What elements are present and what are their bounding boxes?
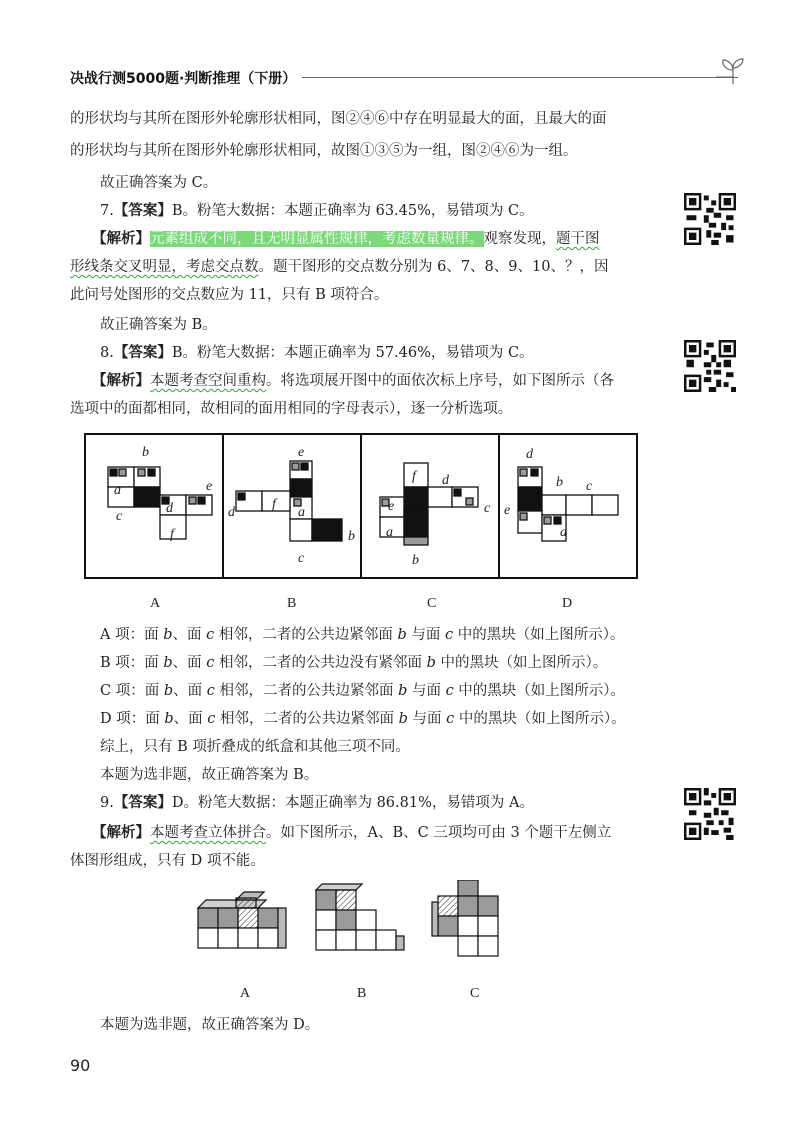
q8-summary: 综上，只有 B 项折叠成的纸盒和其他三项不同。 (100, 739, 410, 755)
q7-highlight: 元素组成不同，且无明显属性规律，考虑数量规律。 (150, 231, 484, 247)
stacked-blocks-figure (190, 880, 530, 970)
face-letter: e (504, 503, 511, 518)
q8-analysis-line-2: 选项中的面都相同，故相同的面用相同的字母表示），逐一分析选项。 (70, 401, 513, 417)
face-letter: a (386, 525, 393, 540)
q8-answer-text: B。粉笔大数据：本题正确率为 57.46%，易错项为 C。 (171, 345, 534, 361)
q8-wavy: 本题考查空间重构 (150, 373, 266, 389)
figure-label-b: B (287, 596, 297, 611)
q7-answer-line (100, 200, 534, 222)
q7-analysis-line-3: 此问号处图形的交点数应为 11，只有 B 项符合。 (70, 287, 389, 303)
intro-conclusion: 故正确答案为 C。 (100, 175, 218, 191)
blocks-drawing (190, 880, 530, 970)
q7-analysis-line-2 (70, 256, 608, 278)
option-b-line: B 项：面 b、面 c 相邻，二者的公共边没有紧邻面 b 中的黑块（如上图所示）。 (100, 655, 608, 671)
q7-analysis-line-1 (92, 228, 600, 250)
q7-conclusion: 故正确答案为 B。 (100, 317, 217, 333)
qr-code-icon[interactable] (684, 340, 736, 392)
face-letter: a (114, 483, 121, 498)
q9-wavy: 本题考查立体拼合 (150, 825, 266, 841)
sprout-icon (716, 56, 750, 86)
q8-analysis-line-1 (92, 370, 614, 392)
q7-answer-tag: 【答案】 (113, 202, 172, 219)
figure-label-c: C (427, 596, 437, 611)
q8-answer-line (100, 342, 534, 364)
q8-answer-tag: 【答案】 (113, 344, 172, 361)
q8-analysis-tag: 【解析】 (92, 372, 150, 389)
face-letter: c (116, 509, 123, 524)
face-letter: a (298, 505, 305, 520)
option-d-line: D 项：面 b、面 c 相邻，二者的公共边紧邻面 b 与面 c 中的黑块（如上图所示）。 (100, 711, 626, 727)
face-letter: d (442, 473, 449, 488)
q8-line1-rest: 。将选项展开图中的面依次标上序号，如下图所示（各 (266, 373, 614, 389)
blocks-label-a: A (240, 986, 251, 1001)
q8-note: 本题为选非题，故正确答案为 B。 (100, 767, 319, 783)
option-a-line: A 项：面 b、面 c 相邻，二者的公共边紧邻面 b 与面 c 中的黑块（如上图所示）。 (100, 627, 625, 643)
face-letter: b (348, 529, 355, 544)
blocks-label-c: C (470, 986, 480, 1001)
q9-number: 9. (100, 795, 114, 811)
face-letter: d (228, 505, 235, 520)
q7-number: 7. (100, 203, 114, 219)
q9-note: 本题为选非题，故正确答案为 D。 (100, 1017, 320, 1033)
face-letter: e (298, 445, 305, 460)
face-letter: e (206, 479, 213, 494)
header-rule (302, 77, 738, 78)
book-title: 决战行测5000题·判断推理（下册） (70, 71, 297, 87)
face-letter: f (170, 527, 174, 542)
face-letter: d (526, 447, 533, 462)
face-letter: c (484, 501, 491, 516)
q9-answer-tag: 【答案】 (113, 794, 172, 811)
page-number: 90 (70, 1056, 91, 1075)
face-letter: c (298, 551, 305, 566)
q9-answer-text: D。粉笔大数据：本题正确率为 86.81%，易错项为 A。 (171, 795, 534, 811)
q9-analysis-line-2: 体图形组成，只有 D 项不能。 (70, 853, 265, 869)
qr-code-icon[interactable] (684, 788, 736, 840)
q7-wavy-2: 形线条交叉明显，考虑交点数 (70, 259, 259, 275)
face-letter: c (586, 479, 593, 494)
figure-label-a: A (150, 596, 161, 611)
face-letter: f (272, 497, 276, 512)
q7-analysis-tag: 【解析】 (92, 230, 150, 247)
cube-nets-figure (84, 433, 638, 579)
running-header (70, 56, 750, 90)
option-c-line: C 项：面 b、面 c 相邻，二者的公共边紧邻面 b 与面 c 中的黑块（如上图所示）。 (100, 683, 626, 699)
face-letter: d (166, 501, 173, 516)
intro-line-1: 的形状均与其所在图形外轮廓形状相同，图②④⑥中存在明显最大的面，且最大的面 (70, 111, 607, 127)
q7-line1-rest: 观察发现， (483, 231, 556, 247)
face-letter: a (560, 525, 567, 540)
q7-wavy-1: 题干图 (556, 231, 600, 247)
intro-line-2: 的形状均与其所在图形外轮廓形状相同，故图①③⑤为一组，图②④⑥为一组。 (70, 143, 578, 159)
face-letter: f (412, 469, 416, 484)
face-letter: b (142, 445, 149, 460)
q7-answer-text: B。粉笔大数据：本题正确率为 63.45%，易错项为 C。 (171, 203, 534, 219)
q9-analysis-line-1 (92, 822, 611, 844)
face-letter: b (556, 475, 563, 490)
q8-number: 8. (100, 345, 114, 361)
q9-analysis-tag: 【解析】 (92, 824, 150, 841)
face-letter: b (412, 553, 419, 568)
q9-line1-rest: 。如下图所示，A、B、C 三项均可由 3 个题干左侧立 (266, 825, 612, 841)
q7-line2-rest: 。题干图形的交点数分别为 6、7、8、9、10、？，因 (258, 259, 609, 275)
figure-label-d: D (562, 596, 573, 611)
qr-code-icon[interactable] (684, 193, 736, 245)
face-letter: e (388, 499, 395, 514)
blocks-label-b: B (357, 986, 367, 1001)
q9-answer-line (100, 792, 534, 814)
